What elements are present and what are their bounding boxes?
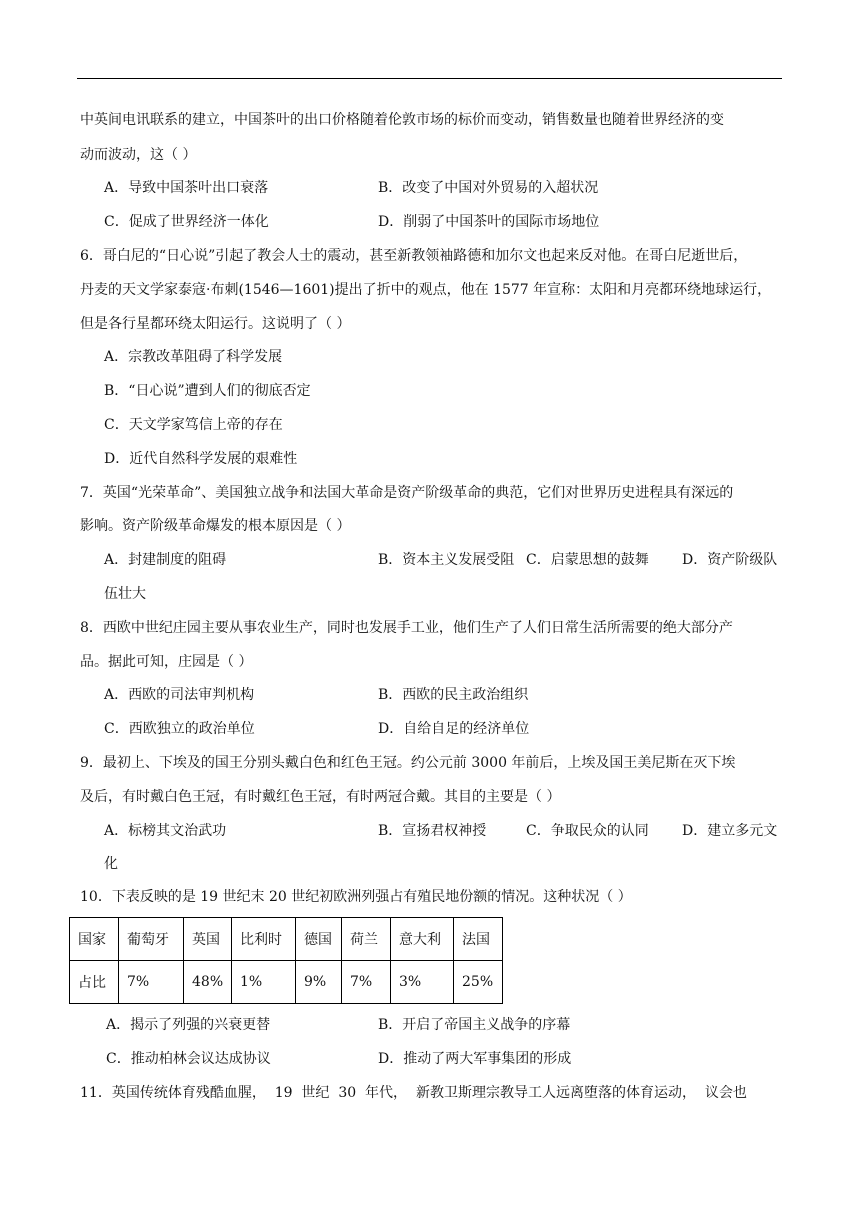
table-cell: 1% bbox=[232, 961, 296, 1004]
q8-option-d: D．自给自足的经济单位 bbox=[378, 721, 530, 737]
q10-option-a: A．揭示了列强的兴衰更替 bbox=[106, 1017, 271, 1033]
q7-stem-line2: 影响。资产阶级革命爆发的根本原因是（ ） bbox=[80, 518, 351, 534]
table-cell: 占比 bbox=[70, 961, 119, 1004]
table-cell: 国家 bbox=[70, 918, 119, 961]
table-cell: 法国 bbox=[454, 918, 503, 961]
q9-stem-line1: 9．最初上、下埃及的国王分别头戴白色和红色王冠。约公元前 3000 年前后，上埃及国王美尼斯在灭下埃 bbox=[80, 755, 736, 771]
table-cell: 荷兰 bbox=[342, 918, 391, 961]
q9-option-c: C．争取民众的认同 bbox=[526, 823, 649, 839]
q7-stem-line1: 7．英国“光荣革命”、美国独立战争和法国大革命是资产阶级革命的典范，它们对世界历史进程具有深远的 bbox=[80, 485, 734, 501]
table-cell: 7% bbox=[342, 961, 391, 1004]
q6-option-b: B．“日心说”遭到人们的彻底否定 bbox=[104, 383, 311, 399]
q5-stem-line2: 动而波动，这（ ） bbox=[80, 147, 197, 163]
table-cell: 德国 bbox=[296, 918, 342, 961]
q9-option-d: D．建立多元文 bbox=[682, 823, 778, 839]
q8-stem-line2: 品。据此可知，庄园是（ ） bbox=[80, 654, 253, 670]
q5-option-c: C．促成了世界经济一体化 bbox=[104, 214, 269, 230]
q7-option-d: D．资产阶级队 bbox=[682, 552, 778, 568]
q5-option-d: D．削弱了中国茶叶的国际市场地位 bbox=[378, 214, 600, 230]
q10-option-c: C．推动柏林会议达成协议 bbox=[106, 1051, 271, 1067]
table-cell: 7% bbox=[119, 961, 184, 1004]
q7-option-d-continued: 伍壮大 bbox=[104, 586, 146, 602]
q5-stem-line1: 中英间电讯联系的建立，中国茶叶的出口价格随着伦敦市场的标价而变动，销售数量也随着世界经济的变 bbox=[80, 112, 724, 128]
table-cell: 葡萄牙 bbox=[119, 918, 184, 961]
q6-stem-line2: 丹麦的天文学家泰寇·布刺(1546—1601)提出了折中的观点，他在 1577 年宣称：太阳和月亮都环绕地球运行， bbox=[80, 282, 772, 298]
q9-stem-line2: 及后，有时戴白色王冠，有时戴红色王冠，有时两冠合戴。其目的主要是（ ） bbox=[80, 789, 561, 805]
table-cell: 9% bbox=[296, 961, 342, 1004]
q10-option-b: B．开启了帝国主义战争的序幕 bbox=[378, 1017, 571, 1033]
header-rule bbox=[77, 78, 782, 79]
table-cell: 英国 bbox=[184, 918, 232, 961]
table-cell: 25% bbox=[454, 961, 503, 1004]
q6-option-d: D．近代自然科学发展的艰难性 bbox=[104, 451, 298, 467]
q9-option-a: A．标榜其文治武功 bbox=[104, 823, 227, 839]
q5-option-b: B．改变了中国对外贸易的入超状况 bbox=[378, 180, 599, 196]
q8-option-c: C．西欧独立的政治单位 bbox=[104, 721, 255, 737]
q6-stem-line1: 6．哥白尼的“日心说”引起了教会人士的震动，甚至新教领袖路德和加尔文也起来反对他。在哥白尼逝世后， bbox=[80, 248, 748, 264]
q9-option-b: B．宣扬君权神授 bbox=[378, 823, 487, 839]
table-header-row bbox=[70, 918, 503, 961]
table-cell: 意大利 bbox=[391, 918, 454, 961]
table-cell: 比利时 bbox=[232, 918, 296, 961]
table-cell: 48% bbox=[184, 961, 232, 1004]
q6-option-c: C．天文学家笃信上帝的存在 bbox=[104, 417, 283, 433]
q10-option-d: D．推动了两大军事集团的形成 bbox=[378, 1051, 572, 1067]
q7-option-a: A．封建制度的阻碍 bbox=[104, 552, 227, 568]
q7-option-c: C．启蒙思想的鼓舞 bbox=[526, 552, 649, 568]
q8-stem-line1: 8．西欧中世纪庄园主要从事农业生产，同时也发展手工业，他们生产了人们日常生活所需要的绝大部分产 bbox=[80, 620, 733, 636]
table-row bbox=[70, 961, 503, 1004]
q9-option-d-continued: 化 bbox=[104, 856, 118, 872]
q7-option-b: B．资本主义发展受阻 bbox=[378, 552, 515, 568]
q8-option-b: B．西欧的民主政治组织 bbox=[378, 687, 529, 703]
q8-option-a: A．西欧的司法审判机构 bbox=[104, 687, 255, 703]
q6-option-a: A．宗教改革阻碍了科学发展 bbox=[104, 349, 283, 365]
q11-stem-line1: 11．英国传统体育残酷血腥， 19 世纪 30 年代， 新教卫斯理宗教导工人远离堕落的体育运动， 议会也 bbox=[80, 1085, 747, 1101]
colony-share-table bbox=[69, 917, 503, 1004]
table-cell: 3% bbox=[391, 961, 454, 1004]
q6-stem-line3: 但是各行星都环绕太阳运行。这说明了（ ） bbox=[80, 316, 351, 332]
q5-option-a: A．导致中国茶叶出口衰落 bbox=[104, 180, 269, 196]
q10-stem: 10．下表反映的是 19 世纪末 20 世纪初欧洲列强占有殖民地份额的情况。这种状况（ ） bbox=[80, 889, 632, 905]
